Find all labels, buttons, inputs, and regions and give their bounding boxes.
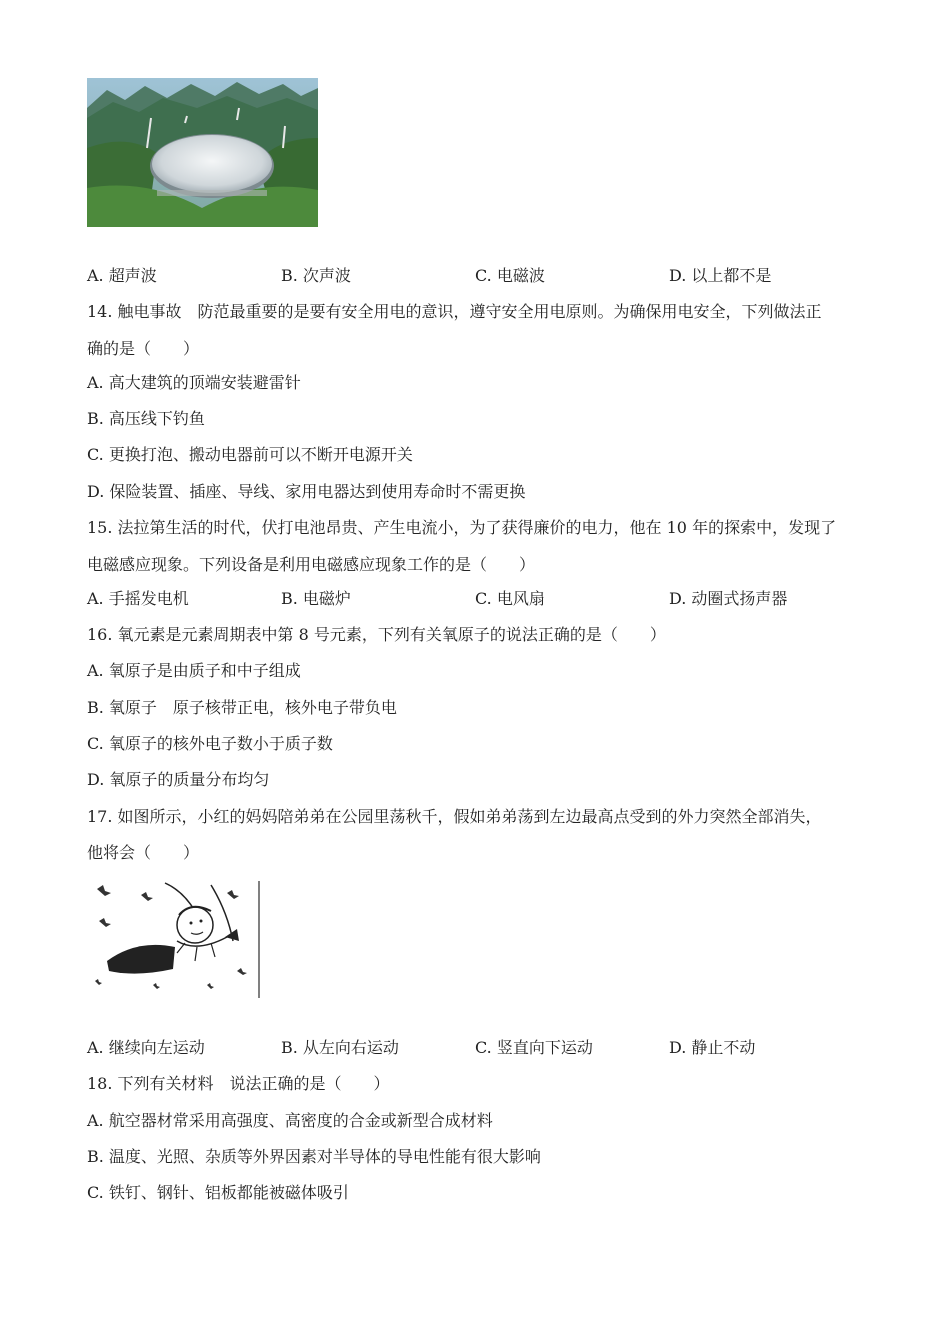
swing-sketch (87, 881, 262, 998)
q14-stem-line2: 确的是（ ） (87, 339, 200, 358)
q14-option-a: A. 高大建筑的顶端安装避雷针 (87, 373, 301, 392)
q16-option-c: C. 氧原子的核外电子数小于质子数 (87, 734, 333, 753)
q15-options (87, 588, 867, 610)
q15-option-d: D. 动圈式扬声器 (669, 589, 788, 608)
q14-stem-line1: 14. 触电事故 防范最重要的是要有安全用电的意识，遵守安全用电原则。为确保用电安全，下列做法正 (87, 302, 822, 321)
q15-stem-line1: 15. 法拉第生活的时代，伏打电池昂贵、产生电流小，为了获得廉价的电力，他在 10 年的探索中，发现了 (87, 518, 837, 537)
q18-option-c: C. 铁钉、钢针、铝板都能被磁体吸引 (87, 1183, 349, 1202)
q13-option-d: D. 以上都不是 (669, 266, 772, 285)
q15-option-c: C. 电风扇 (475, 589, 545, 608)
q16-option-d: D. 氧原子的质量分布均匀 (87, 770, 270, 789)
q18-option-b: B. 温度、光照、杂质等外界因素对半导体的导电性能有很大影响 (87, 1147, 541, 1166)
q17-option-a: A. 继续向左运动 (87, 1038, 205, 1057)
q18-stem-line1: 18. 下列有关材料 说法正确的是（ ） (87, 1074, 390, 1093)
q14-option-d: D. 保险装置、插座、导线、家用电器达到使用寿命时不需更换 (87, 482, 526, 501)
q17-options (87, 1037, 867, 1059)
q15-option-a: A. 手摇发电机 (87, 589, 189, 608)
q16-option-b: B. 氧原子 原子核带正电，核外电子带负电 (87, 698, 397, 717)
q16-option-a: A. 氧原子是由质子和中子组成 (87, 661, 301, 680)
q13-option-b: B. 次声波 (281, 266, 351, 285)
q18-option-a: A. 航空器材常采用高强度、高密度的合金或新型合成材料 (87, 1111, 493, 1130)
q17-stem-line2: 他将会（ ） (87, 843, 200, 862)
q13-options (87, 265, 867, 287)
q17-option-b: B. 从左向右运动 (281, 1038, 399, 1057)
q17-option-d: D. 静止不动 (669, 1038, 756, 1057)
q17-option-c: C. 竖直向下运动 (475, 1038, 593, 1057)
telescope-photo (87, 78, 318, 227)
q14-option-c: C. 更换打泡、搬动电器前可以不断开电源开关 (87, 445, 413, 464)
q15-option-b: B. 电磁炉 (281, 589, 351, 608)
q13-option-c: C. 电磁波 (475, 266, 545, 285)
q13-option-a: A. 超声波 (87, 266, 157, 285)
q15-stem-line2: 电磁感应现象。下列设备是利用电磁感应现象工作的是（ ） (87, 555, 536, 574)
q16-stem-line1: 16. 氧元素是元素周期表中第 8 号元素，下列有关氧原子的说法正确的是（ ） (87, 625, 666, 644)
q14-option-b: B. 高压线下钓鱼 (87, 409, 205, 428)
q17-stem-line1: 17. 如图所示，小红的妈妈陪弟弟在公园里荡秋千，假如弟弟荡到左边最高点受到的外力突然全部消失， (87, 807, 822, 826)
